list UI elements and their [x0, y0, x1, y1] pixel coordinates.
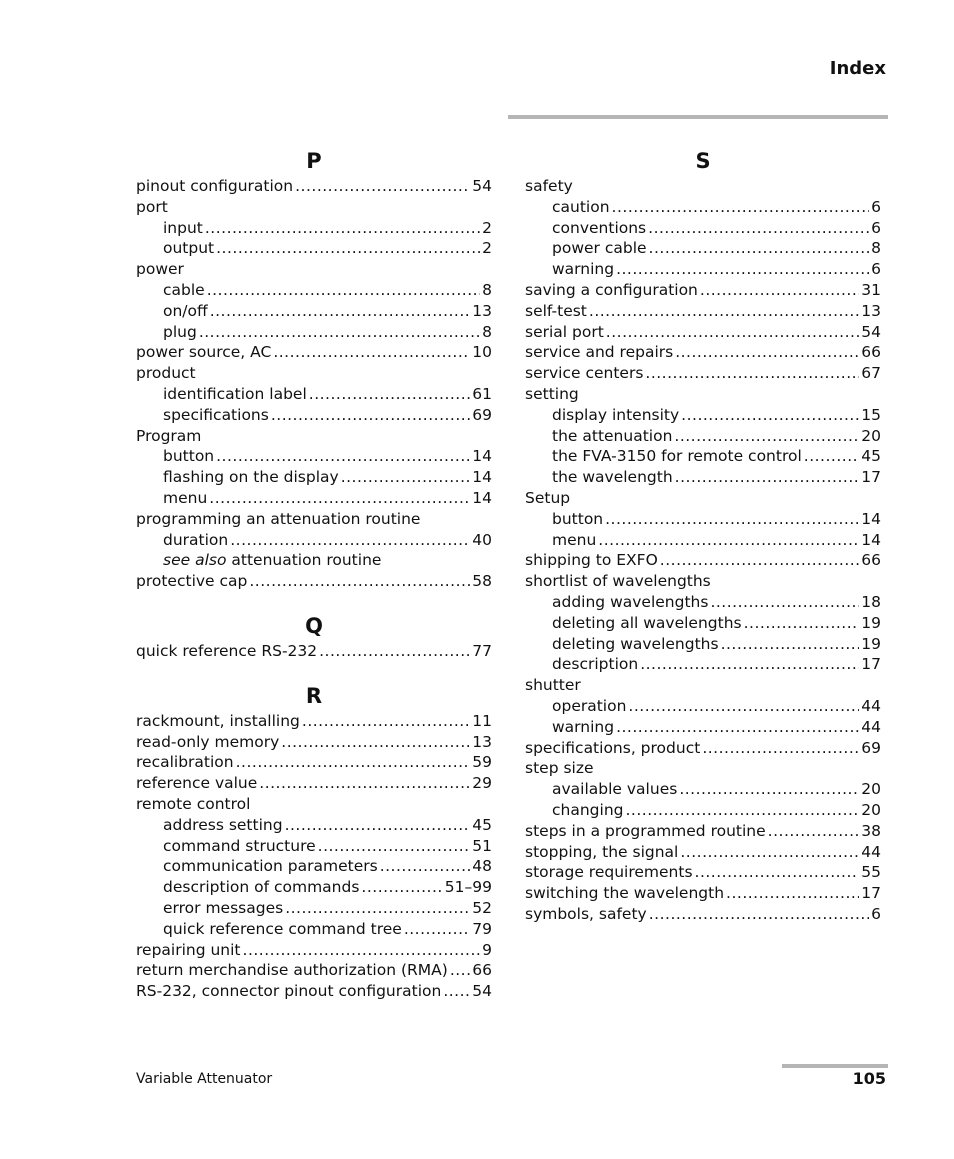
entry-page-number: 15: [861, 405, 881, 424]
index-entry: [525, 488, 881, 509]
dot-leader: [616, 717, 859, 738]
dot-leader: [681, 405, 859, 426]
index-subentry: [525, 592, 881, 613]
dot-leader: [210, 301, 471, 322]
entry-page-number: 79: [472, 919, 492, 938]
dot-leader: [612, 197, 870, 218]
dot-leader: [341, 467, 471, 488]
dot-leader: [285, 898, 470, 919]
header-divider: [508, 115, 888, 119]
entry-term: caution: [552, 197, 610, 216]
entry-term: shipping to EXFO: [525, 551, 658, 570]
entry-term: on/off: [163, 301, 208, 320]
entry-page-number: 10: [472, 343, 492, 362]
entry-term: conventions: [552, 218, 647, 237]
index-subentry: [136, 218, 492, 239]
entry-page-number: 9: [482, 940, 492, 959]
index-subentry: [525, 800, 881, 821]
entry-page-number: 8: [482, 322, 492, 341]
dot-leader: [702, 738, 859, 759]
footer-document-title: Variable Attenuator: [136, 1071, 273, 1087]
entry-term: warning: [552, 260, 615, 279]
index-subentry: [136, 836, 492, 857]
entry-page-number: 13: [861, 301, 881, 320]
dot-leader: [302, 711, 470, 732]
entry-term: communication parameters: [163, 857, 378, 876]
index-subentry: [136, 898, 492, 919]
entry-page-number: 20: [861, 800, 881, 819]
entry-page-number: 14: [472, 468, 492, 487]
dot-leader: [675, 467, 860, 488]
page-number: 105: [852, 1069, 886, 1088]
dot-leader: [768, 821, 860, 842]
dot-leader: [744, 613, 860, 634]
dot-leader: [589, 301, 859, 322]
entry-term: the wavelength: [552, 468, 673, 487]
dot-leader: [243, 940, 481, 961]
index-entry: [136, 940, 492, 961]
entry-term: storage requirements: [525, 863, 693, 882]
entry-term: output: [163, 239, 215, 258]
entry-term: symbols, safety: [525, 904, 647, 923]
entry-page-number: 48: [472, 857, 492, 876]
entry-page-number: 69: [472, 405, 492, 424]
entry-page-number: 18: [861, 592, 881, 611]
entry-term: steps in a programmed routine: [525, 821, 766, 840]
entry-page-number: 54: [472, 982, 492, 1001]
index-entry: [525, 758, 881, 779]
index-entry: [136, 773, 492, 794]
index-entry: [136, 176, 492, 197]
entry-term: command structure: [163, 836, 316, 855]
entry-page-number: 45: [472, 815, 492, 834]
entry-term: step size: [525, 759, 594, 778]
index-entry: [525, 550, 881, 571]
index-column-right: [525, 146, 881, 944]
page-header-title: Index: [829, 58, 886, 79]
dot-leader: [695, 862, 860, 883]
entry-term: display intensity: [552, 405, 680, 424]
index-column-left: [136, 146, 492, 1021]
see-also-target: attenuation routine: [231, 551, 382, 570]
entry-term: read-only memory: [136, 732, 280, 751]
index-entry: [525, 904, 881, 925]
index-subentry: [525, 446, 881, 467]
dot-leader: [319, 641, 470, 662]
entry-page-number: 44: [861, 842, 881, 861]
entry-term: setting: [525, 384, 579, 403]
index-entry: [136, 960, 492, 981]
entry-term: self-test: [525, 301, 587, 320]
dot-leader: [271, 405, 470, 426]
entry-term: reference value: [136, 774, 258, 793]
entry-page-number: 69: [861, 738, 881, 757]
entry-term: return merchandise authorization (RMA): [136, 961, 448, 980]
entry-page-number: 13: [472, 301, 492, 320]
dot-leader: [216, 446, 470, 467]
dot-leader: [309, 384, 470, 405]
entry-term: switching the wavelength: [525, 884, 725, 903]
entry-term: adding wavelengths: [552, 592, 709, 611]
index-section: [136, 146, 492, 592]
index-subentry: [136, 856, 492, 877]
entry-term: duration: [163, 530, 229, 549]
see-also-label: see also: [163, 551, 227, 570]
entry-term: pinout configuration: [136, 177, 294, 195]
dot-leader: [199, 322, 480, 343]
entry-term: address setting: [163, 815, 283, 834]
index-entry: [136, 732, 492, 753]
index-entry: [525, 342, 881, 363]
index-entry: [525, 862, 881, 883]
entry-term: menu: [552, 530, 597, 549]
section-letter: R: [305, 683, 323, 708]
dot-leader: [216, 238, 480, 259]
entry-term: warning: [552, 717, 615, 736]
index-entry: [525, 280, 881, 301]
entry-term: specifications: [163, 405, 269, 424]
dot-leader: [804, 446, 859, 467]
index-subentry: [525, 613, 881, 634]
index-subentry: [525, 696, 881, 717]
dot-leader: [726, 883, 859, 904]
dot-leader: [380, 856, 471, 877]
dot-leader: [361, 877, 442, 898]
dot-leader: [700, 280, 859, 301]
index-entry: [136, 641, 492, 662]
entry-page-number: 20: [861, 426, 881, 445]
entry-page-number: 66: [861, 343, 881, 362]
index-subentry: [136, 405, 492, 426]
entry-term: operation: [552, 696, 627, 715]
index-entry: [136, 711, 492, 732]
index-subentry: [136, 384, 492, 405]
entry-page-number: 52: [472, 898, 492, 917]
index-entry: [525, 738, 881, 759]
entry-term: description: [552, 655, 639, 674]
index-subentry: [136, 301, 492, 322]
entry-term: service and repairs: [525, 343, 674, 362]
entry-page-number: 6: [871, 218, 881, 237]
entry-term: protective cap: [136, 572, 248, 591]
index-entry: [525, 821, 881, 842]
index-entry: [525, 322, 881, 343]
index-subentry: [525, 654, 881, 675]
entry-page-number: 8: [871, 239, 881, 258]
entry-term: quick reference command tree: [163, 919, 402, 938]
entry-term: plug: [163, 322, 197, 341]
index-subentry: [136, 467, 492, 488]
dot-leader: [249, 571, 470, 592]
index-subentry: [136, 877, 492, 898]
dot-leader: [295, 176, 470, 197]
dot-leader: [209, 488, 470, 509]
entry-page-number: 31: [861, 280, 881, 299]
entry-page-number: 44: [861, 717, 881, 736]
index-subentry: [136, 488, 492, 509]
entry-page-number: 66: [472, 961, 492, 980]
dot-leader: [404, 919, 470, 940]
index-entry: [525, 675, 881, 696]
index-section: [136, 681, 492, 1002]
index-subentry: [525, 634, 881, 655]
entry-page-number: 17: [861, 655, 881, 674]
entry-page-number: 51: [472, 836, 492, 855]
dot-leader: [680, 842, 859, 863]
section-letter: Q: [305, 613, 323, 638]
dot-leader: [674, 426, 859, 447]
entry-term: repairing unit: [136, 940, 241, 959]
index-entry: [136, 197, 492, 218]
index-entry: [136, 363, 492, 384]
dot-leader: [649, 904, 869, 925]
entry-term: power source, AC: [136, 343, 272, 362]
index-subentry: [136, 530, 492, 551]
index-subentry: [525, 779, 881, 800]
entry-page-number: 54: [472, 177, 492, 195]
index-section: [525, 146, 881, 925]
index-entry: [136, 342, 492, 363]
entry-page-number: 2: [482, 218, 492, 237]
entry-term: deleting wavelengths: [552, 634, 719, 653]
entry-page-number: 59: [472, 753, 492, 772]
index-subentry: [525, 426, 881, 447]
index-subentry: [136, 815, 492, 836]
entry-page-number: 17: [861, 468, 881, 487]
dot-leader: [675, 342, 859, 363]
index-entry: [525, 363, 881, 384]
index-entry: [136, 509, 492, 530]
entry-page-number: 66: [861, 551, 881, 570]
index-subentry: [136, 238, 492, 259]
entry-term: RS-232, connector pinout configuration: [136, 982, 442, 1001]
entry-page-number: 11: [472, 711, 492, 730]
index-subentry: [525, 467, 881, 488]
entry-page-number: 13: [472, 732, 492, 751]
entry-term: service centers: [525, 364, 644, 383]
dot-leader: [273, 342, 470, 363]
index-subentry: [136, 446, 492, 467]
index-section: [136, 611, 492, 662]
index-entry: [525, 301, 881, 322]
entry-term: specifications, product: [525, 738, 701, 757]
index-entry: [136, 752, 492, 773]
entry-term: quick reference RS-232: [136, 641, 318, 660]
entry-term: serial port: [525, 322, 604, 341]
entry-term: power: [136, 260, 184, 279]
index-entry: [136, 426, 492, 447]
dot-leader: [645, 363, 859, 384]
entry-page-number: 51–99: [444, 878, 492, 897]
index-entry: [136, 259, 492, 280]
entry-term: power cable: [552, 239, 647, 258]
entry-term: Setup: [525, 488, 571, 507]
index-subentry: [525, 238, 881, 259]
entry-term: deleting all wavelengths: [552, 613, 742, 632]
dot-leader: [628, 696, 859, 717]
dot-leader: [285, 815, 471, 836]
entry-term: error messages: [163, 898, 284, 917]
entry-term: flashing on the display: [163, 468, 339, 487]
dot-leader: [721, 634, 860, 655]
dot-leader: [281, 732, 470, 753]
entry-term: menu: [163, 488, 208, 507]
entry-page-number: 20: [861, 780, 881, 799]
entry-page-number: 6: [871, 260, 881, 279]
entry-term: recalibration: [136, 753, 234, 772]
index-entry: [136, 794, 492, 815]
footer-divider: [782, 1064, 888, 1068]
entry-page-number: 14: [861, 530, 881, 549]
entry-page-number: 40: [472, 530, 492, 549]
index-subentry: [525, 259, 881, 280]
entry-term: the attenuation: [552, 426, 673, 445]
entry-page-number: 14: [472, 447, 492, 466]
entry-term: button: [163, 447, 215, 466]
entry-term: cable: [163, 280, 205, 299]
entry-page-number: 38: [861, 821, 881, 840]
entry-term: shutter: [525, 676, 581, 695]
index-subentry: [525, 197, 881, 218]
entry-page-number: 61: [472, 384, 492, 403]
entry-page-number: 54: [861, 322, 881, 341]
entry-page-number: 6: [871, 904, 881, 923]
entry-term: remote control: [136, 794, 251, 813]
index-entry: [136, 571, 492, 592]
entry-term: product: [136, 364, 196, 383]
entry-page-number: 6: [871, 197, 881, 216]
dot-leader: [450, 960, 470, 981]
entry-term: Program: [136, 426, 202, 445]
dot-leader: [205, 218, 480, 239]
entry-term: saving a configuration: [525, 280, 698, 299]
dot-leader: [236, 752, 471, 773]
dot-leader: [648, 218, 869, 239]
entry-term: stopping, the signal: [525, 842, 679, 861]
dot-leader: [443, 981, 470, 1002]
dot-leader: [605, 509, 859, 530]
entry-term: port: [136, 197, 168, 216]
entry-page-number: 67: [861, 364, 881, 383]
entry-term: rackmount, installing: [136, 711, 300, 730]
entry-term: identification label: [163, 384, 307, 403]
index-subentry: [525, 405, 881, 426]
dot-leader: [616, 259, 869, 280]
entry-term: safety: [525, 177, 573, 195]
entry-page-number: 17: [861, 884, 881, 903]
dot-leader: [259, 773, 470, 794]
dot-leader: [660, 550, 859, 571]
entry-page-number: 19: [861, 634, 881, 653]
section-letter: S: [695, 149, 711, 173]
entry-term: available values: [552, 780, 678, 799]
index-entry: [525, 883, 881, 904]
index-entry: [136, 981, 492, 1002]
index-entry: [525, 571, 881, 592]
entry-page-number: 29: [472, 774, 492, 793]
entry-term: input: [163, 218, 203, 237]
section-letter: P: [306, 149, 322, 173]
index-entry: [525, 384, 881, 405]
dot-leader: [606, 322, 859, 343]
entry-page-number: 8: [482, 280, 492, 299]
dot-leader: [679, 779, 859, 800]
index-entry: [525, 176, 881, 197]
dot-leader: [640, 654, 859, 675]
dot-leader: [598, 530, 859, 551]
see-also-reference: [163, 550, 381, 571]
index-subentry: [525, 530, 881, 551]
index-subentry: [525, 509, 881, 530]
index-subentry: [136, 322, 492, 343]
entry-page-number: 14: [861, 509, 881, 528]
index-subentry: [525, 218, 881, 239]
dot-leader: [625, 800, 859, 821]
dot-leader: [318, 836, 471, 857]
index-subentry: [136, 550, 492, 571]
entry-page-number: 44: [861, 696, 881, 715]
index-entry: [525, 842, 881, 863]
entry-term: the FVA-3150 for remote control: [552, 447, 802, 466]
index-subentry: [136, 919, 492, 940]
entry-page-number: 77: [472, 641, 492, 660]
entry-page-number: 19: [861, 613, 881, 632]
entry-term: description of commands: [163, 878, 360, 897]
entry-term: shortlist of wavelengths: [525, 572, 711, 591]
dot-leader: [649, 238, 870, 259]
index-subentry: [136, 280, 492, 301]
entry-page-number: 14: [472, 488, 492, 507]
index-subentry: [525, 717, 881, 738]
dot-leader: [207, 280, 480, 301]
entry-page-number: 2: [482, 239, 492, 258]
entry-term: button: [552, 509, 604, 528]
dot-leader: [710, 592, 859, 613]
entry-page-number: 58: [472, 572, 492, 591]
entry-page-number: 45: [861, 447, 881, 466]
dot-leader: [230, 530, 470, 551]
entry-page-number: 55: [861, 863, 881, 882]
entry-term: programming an attenuation routine: [136, 509, 421, 528]
entry-term: changing: [552, 800, 624, 819]
